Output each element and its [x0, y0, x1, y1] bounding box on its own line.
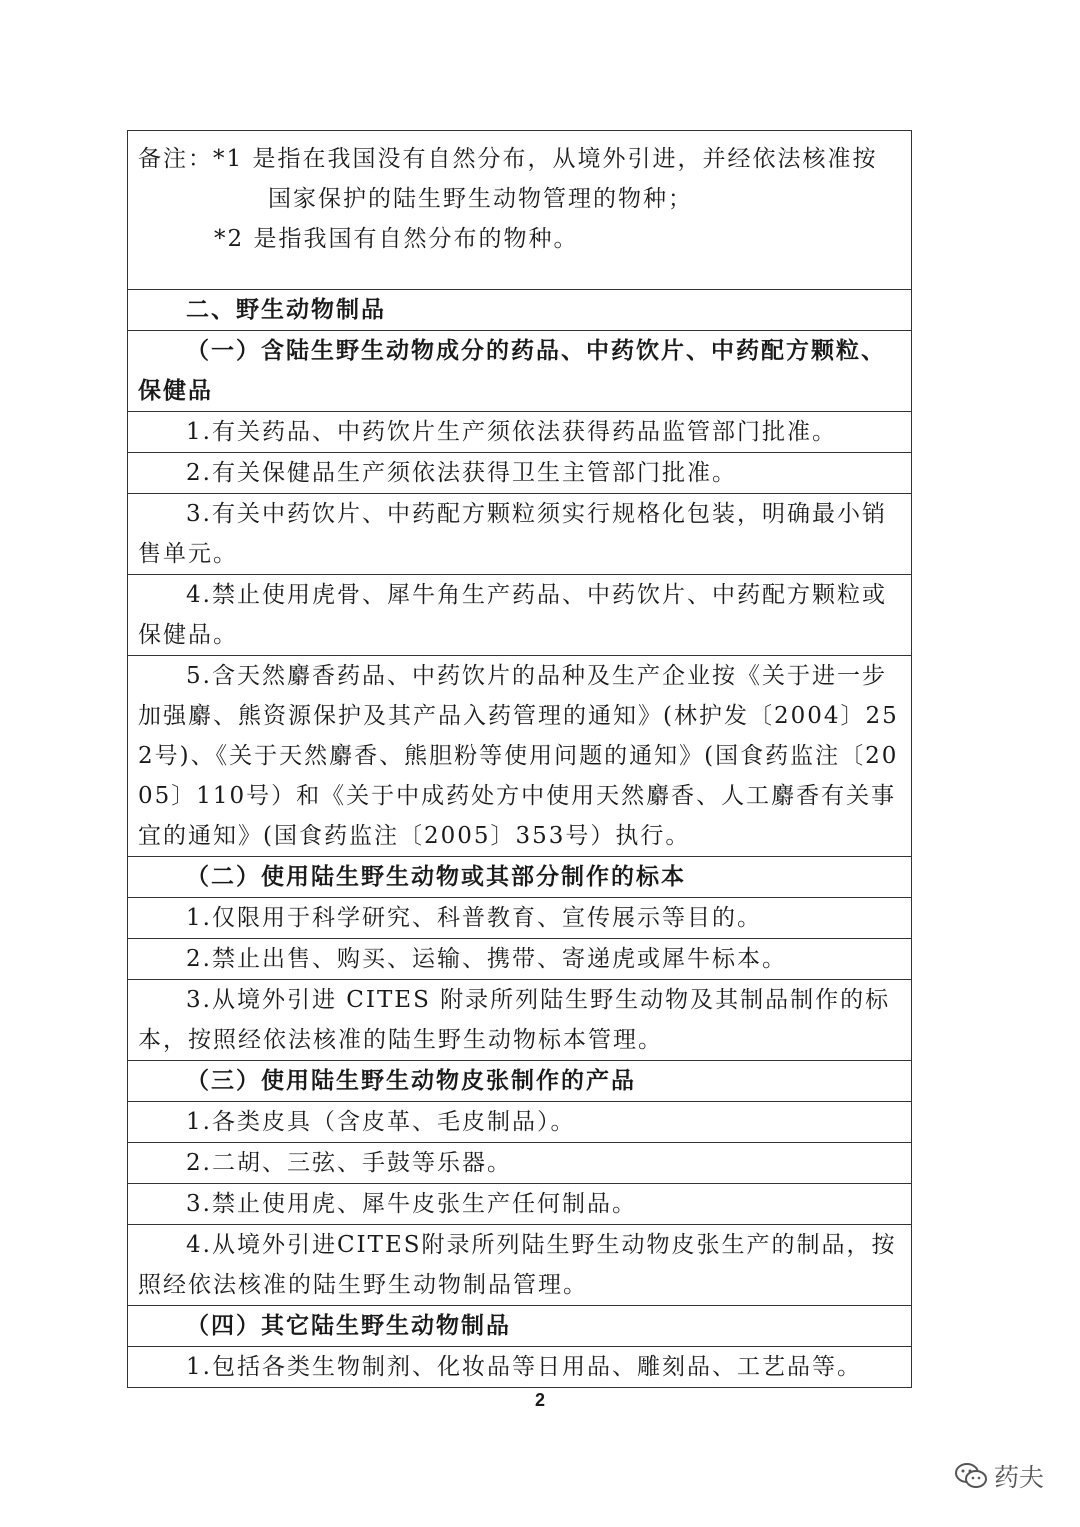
- table-row: [128, 1143, 912, 1184]
- wechat-icon: [954, 1461, 988, 1491]
- subheading-row: [128, 331, 912, 412]
- item-text: 3.从境外引进 CITES 附录所列陆生野生动物及其制品制作的标本，按照经依法核准的陆生野生动物标本管理。: [128, 980, 912, 1061]
- section-heading-row: [128, 290, 912, 331]
- item-text: 2.有关保健品生产须依法获得卫生主管部门批准。: [128, 453, 912, 494]
- document-table: [127, 130, 912, 1388]
- table-row: [128, 1102, 912, 1143]
- table-row: [128, 898, 912, 939]
- item-text: 5.含天然麝香药品、中药饮片的品种及生产企业按《关于进一步加强麝、熊资源保护及其产品入药管理的通知》(林护发〔2004〕252号)、《关于天然麝香、熊胆粉等使用问题的通知》(国食药监注〔2005〕110号）和《关于中成药处方中使用天然麝香、人工麝香有关事宜的通知》(国食药监注〔2005〕353号）执行。: [128, 656, 912, 857]
- watermark-text: 药夫: [993, 1463, 1044, 1492]
- table-row: [128, 453, 912, 494]
- note-line-3: *2 是指我国有自然分布的物种。: [214, 226, 579, 252]
- item-text: 1.各类皮具（含皮革、毛皮制品）。: [128, 1102, 912, 1143]
- item-text: 3.有关中药饮片、中药配方颗粒须实行规格化包装，明确最小销售单元。: [128, 494, 912, 575]
- item-text: 2.禁止出售、购买、运输、携带、寄递虎或犀牛标本。: [128, 939, 912, 980]
- note-line-2: 国家保护的陆生野生动物管理的物种；: [268, 186, 693, 212]
- table-row: [128, 412, 912, 453]
- item-text: 2.二胡、三弦、手鼓等乐器。: [128, 1143, 912, 1184]
- subheading: （二）使用陆生野生动物或其部分制作的标本: [128, 857, 912, 898]
- table-row: [128, 1347, 912, 1388]
- item-text: 4.从境外引进CITES附录所列陆生野生动物皮张生产的制品，按照经依法核准的陆生野生动物制品管理。: [128, 1225, 912, 1306]
- subheading: （一）含陆生野生动物成分的药品、中药饮片、中药配方颗粒、保健品: [128, 331, 912, 412]
- note-line-1: 备注：*1 是指在我国没有自然分布，从境外引进，并经依法核准按: [138, 146, 878, 172]
- table-row: [128, 656, 912, 857]
- subheading: （三）使用陆生野生动物皮张制作的产品: [128, 1061, 912, 1102]
- table-row: [128, 939, 912, 980]
- section-heading: 二、野生动物制品: [128, 290, 912, 331]
- page-number: 2: [534, 1390, 545, 1410]
- item-text: 3.禁止使用虎、犀牛皮张生产任何制品。: [128, 1184, 912, 1225]
- item-text: 4.禁止使用虎骨、犀牛角生产药品、中药饮片、中药配方颗粒或保健品。: [128, 575, 912, 656]
- subheading-row: [128, 1061, 912, 1102]
- table-row: [128, 575, 912, 656]
- subheading-row: [128, 1306, 912, 1347]
- watermark: [954, 1458, 1044, 1494]
- item-text: 1.包括各类生物制剂、化妆品等日用品、雕刻品、工艺品等。: [128, 1347, 912, 1388]
- item-text: 1.有关药品、中药饮片生产须依法获得药品监管部门批准。: [128, 412, 912, 453]
- item-text: 1.仅限用于科学研究、科普教育、宣传展示等目的。: [128, 898, 912, 939]
- note-cell: [128, 131, 912, 290]
- subheading-row: [128, 857, 912, 898]
- table-row: [128, 1225, 912, 1306]
- table-row: [128, 1184, 912, 1225]
- subheading: （四）其它陆生野生动物制品: [128, 1306, 912, 1347]
- note-row: [128, 131, 912, 290]
- table-row: [128, 980, 912, 1061]
- table-row: [128, 494, 912, 575]
